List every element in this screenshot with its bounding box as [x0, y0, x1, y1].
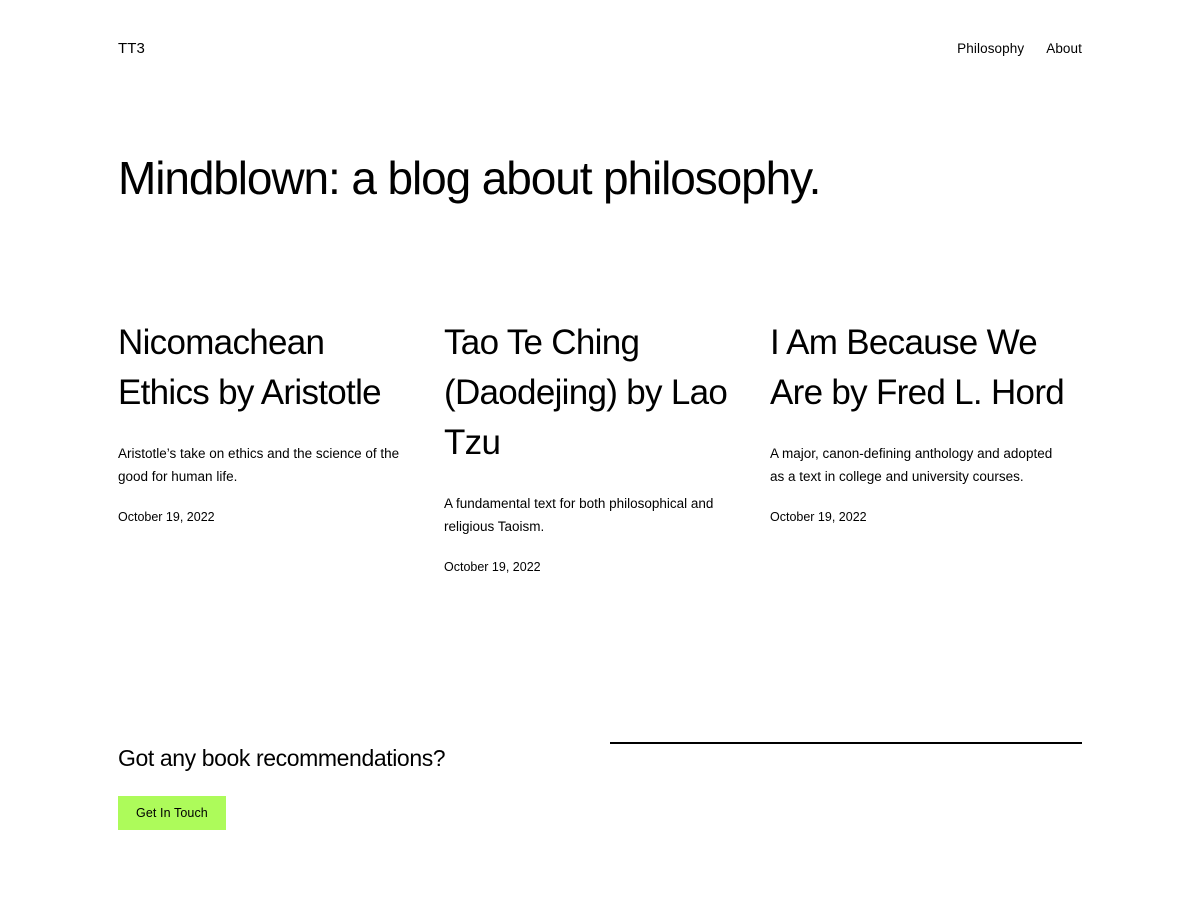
post-date: October 19, 2022	[118, 510, 215, 524]
post-list	[118, 318, 1082, 576]
cta-divider	[610, 742, 1082, 744]
post-title[interactable]: I Am Because We Are by Fred L. Hord	[770, 323, 1065, 412]
page-title: Mindblown: a blog about philosophy.	[118, 152, 821, 204]
nav-link-about[interactable]: About	[1046, 41, 1082, 56]
post-excerpt: Aristotle’s take on ethics and the science of the good for human life.	[118, 446, 400, 484]
post-excerpt: A fundamental text for both philosophical and religious Taoism.	[444, 496, 714, 534]
post-excerpt: A major, canon-defining anthology and adopted as a text in college and university courses.	[770, 446, 1053, 484]
primary-nav	[957, 36, 1082, 62]
post-date: October 19, 2022	[770, 510, 867, 524]
site-title[interactable]: TT3	[118, 40, 145, 57]
post-date: October 19, 2022	[444, 560, 541, 574]
post-title[interactable]: Tao Te Ching (Daodejing) by Lao Tzu	[444, 323, 728, 462]
site-header	[118, 36, 1082, 62]
get-in-touch-button[interactable]: Get In Touch	[118, 796, 226, 830]
post-title[interactable]: Nicomachean Ethics by Aristotle	[118, 323, 381, 412]
post-card[interactable]	[118, 318, 420, 576]
post-card[interactable]	[444, 318, 746, 576]
cta-heading: Got any book recommendations?	[118, 745, 446, 771]
hero-section	[118, 150, 1118, 206]
nav-link-philosophy[interactable]: Philosophy	[957, 41, 1025, 56]
post-card[interactable]	[770, 318, 1080, 576]
